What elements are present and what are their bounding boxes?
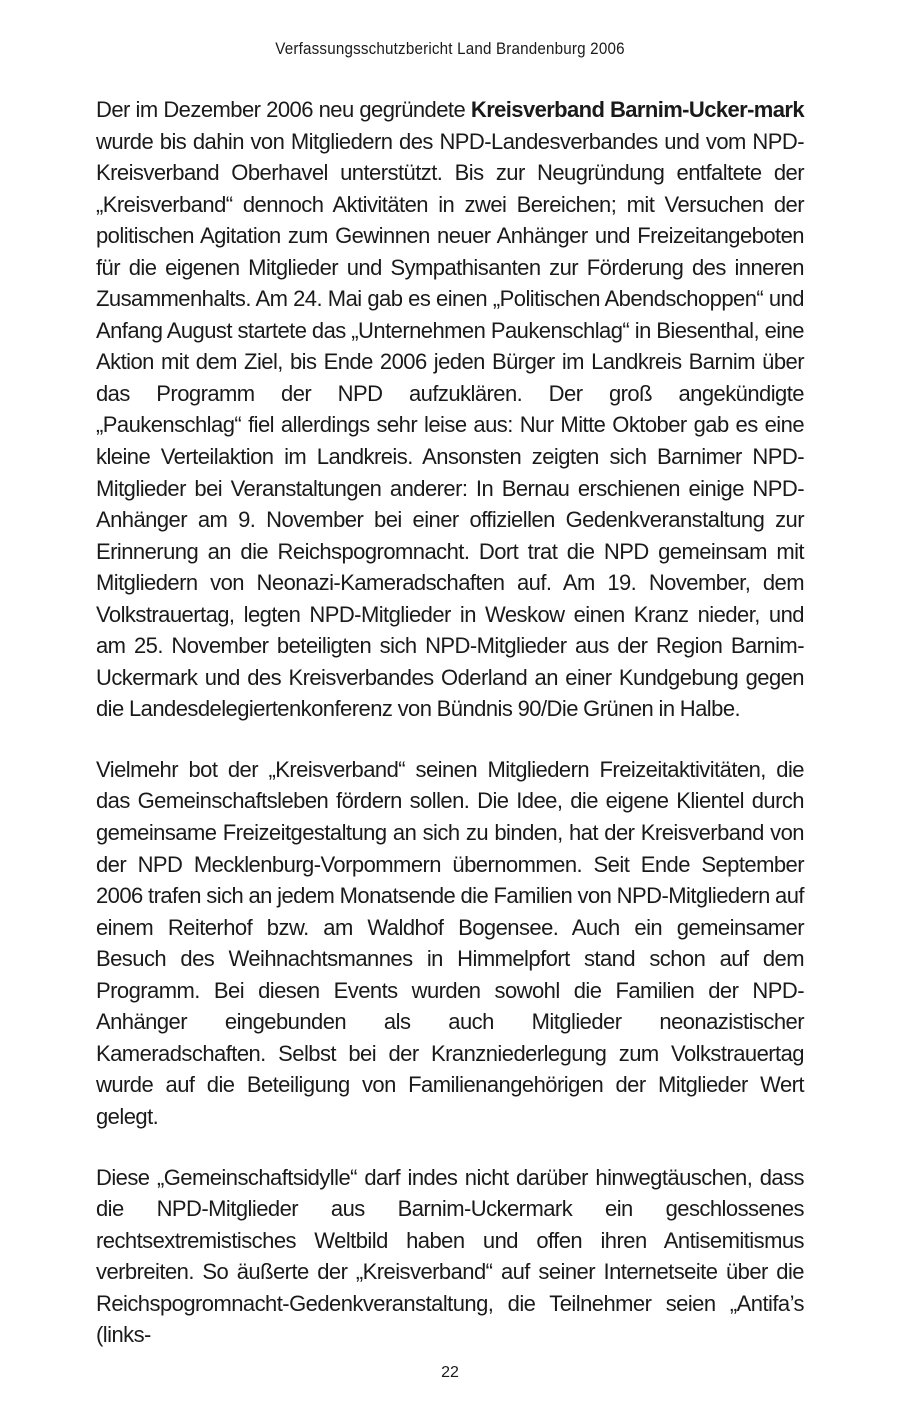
paragraph-1 (96, 94, 804, 725)
body-text (96, 94, 804, 1380)
paragraph-1-text: wurde bis dahin von Mitgliedern des NPD-Landesverbandes und vom NPD-Kreisverband Oberhavel unterstützt. Bis zur Neugründung entfaltete der „Kreisverband“ dennoch Aktivitäten in zwei Bereichen; mit Versuchen der politischen Agitation zum Gewinnen neuer Anhänger und Freizeitangeboten für die eigenen Mitglieder und Sympathisanten zur Förderung des inneren Zusammenhalts. Am 24. Mai gab es einen „Politischen Abendschoppen“ und Anfang August startete das „Unternehmen Paukenschlag“ in Biesenthal, eine Aktion mit dem Ziel, bis Ende 2006 jeden Bürger im Landkreis Barnim über das Programm der NPD aufzuklären. Der groß angekündigte „Paukenschlag“ fiel allerdings sehr leise aus: Nur Mitte Oktober gab es eine kleine Verteilaktion im Landkreis. Ansonsten zeigten sich Barnimer NPD-Mitglieder bei Veranstaltungen anderer: In Bernau erschienen einige NPD-Anhänger am 9. November bei einer offiziellen Gedenkveranstaltung zur Erinnerung an die Reichspogromnacht. Dort trat die NPD gemeinsam mit Mitgliedern von Neonazi-Kameradschaften auf. Am 19. November, dem Volkstrauertag, legten NPD-Mitglieder in Weskow einen Kranz nieder, und am 25. November beteiligten sich NPD-Mitglieder aus der Region Barnim-Uckermark und des Kreisverbandes Oderland an einer Kundgebung gegen die Landesdelegiertenkonferenz von Bündnis 90/Die Grünen in Halbe. (96, 128, 804, 722)
running-header: Verfassungsschutzbericht Land Brandenburg 2006 (275, 40, 625, 58)
paragraph-3: Diese „Gemeinschaftsidylle“ darf indes nicht darüber hinwegtäuschen, dass die NPD-Mitglieder aus Barnim-Uckermark ein geschlossenes rechtsextremistisches Weltbild haben und offen ihren Antisemitismus verbreiten. So äußerte der „Kreisverband“ auf seiner Internetseite über die Reichspogromnacht-Gedenkveranstaltung, die Teilnehmer seien „Antifa’s (links- (96, 1164, 804, 1348)
paragraph-1-bold-term: Kreisverband Barnim-Ucker-mark (470, 97, 804, 122)
paragraph-1-intro: Der im Dezember 2006 neu gegründete (96, 97, 471, 122)
page-number: 22 (441, 1364, 459, 1381)
paragraph-2: Vielmehr bot der „Kreisverband“ seinen Mitgliedern Freizeitaktivitäten, die das Gemeinschaftsleben fördern sollen. Die Idee, die eigene Klientel durch gemeinsame Freizeitgestaltung an sich zu binden, hat der Kreisverband von der NPD Mecklenburg-Vorpommern übernommen. Seit Ende September 2006 trafen sich an jedem Monatsende die Familien von NPD-Mitgliedern auf einem Reiterhof bzw. am Waldhof Bogensee. Auch ein gemeinsamer Besuch des Weihnachtsmannes in Himmelpfort stand schon auf dem Programm. Bei diesen Events wurden sowohl die Familien der NPD-Anhänger eingebunden als auch Mitglieder neonazistischer Kameradschaften. Selbst bei der Kranzniederlegung zum Volkstrauertag wurde auf die Beteiligung von Familienangehörigen der Mitglieder Wert gelegt. (96, 756, 804, 1129)
